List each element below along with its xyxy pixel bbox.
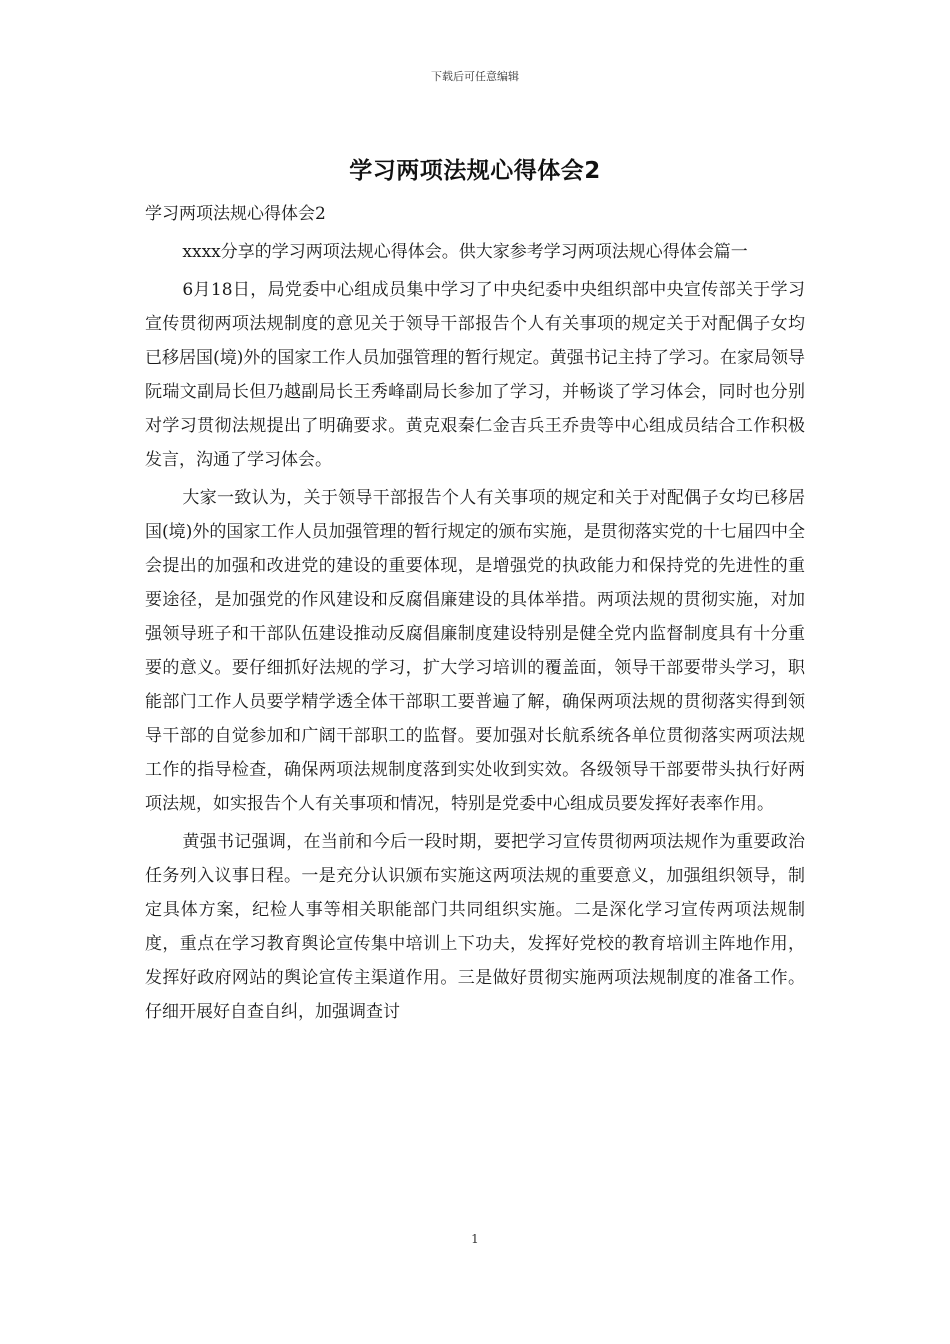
- paragraph-2: 6月18日，局党委中心组成员集中学习了中央纪委中央组织部中央宣传部关于学习宣传贯彻两项法规制度的意见关于领导干部报告个人有关事项的规定关于对配偶子女均已移居国(境)外的国家工作人员加强管理的暂行规定。黄强书记主持了学习。在家局领导阮瑞文副局长但乃越副局长王秀峰副局长参加了学习，并畅谈了学习体会，同时也分别对学习贯彻法规提出了明确要求。黄克艰秦仁金吉兵王乔贵等中心组成员结合工作积极发言，沟通了学习体会。: [145, 280, 805, 470]
- header-note: 下载后可任意编辑: [431, 70, 519, 83]
- document-title: 学习两项法规心得体会2: [349, 158, 601, 184]
- paragraph-1: xxxx分享的学习两项法规心得体会。供大家参考学习两项法规心得体会篇一: [182, 242, 748, 262]
- paragraph-4: 黄强书记强调，在当前和今后一段时期，要把学习宣传贯彻两项法规作为重要政治任务列入议事日程。一是充分认识颁布实施这两项法规的重要意义，加强组织领导，制定具体方案，纪检人事等相关职能部门共同组织实施。二是深化学习宣传两项法规制度，重点在学习教育舆论宣传集中培训上下功夫，发挥好党校的教育培训主阵地作用，发挥好政府网站的舆论宣传主渠道作用。三是做好贯彻实施两项法规制度的准备工作。仔细开展好自查自纠，加强调查讨: [145, 832, 805, 1022]
- document-body: [145, 197, 805, 1033]
- paragraph-3: 大家一致认为，关于领导干部报告个人有关事项的规定和关于对配偶子女均已移居国(境)外的国家工作人员加强管理的暂行规定的颁布实施，是贯彻落实党的十七届四中全会提出的加强和改进党的建设的重要体现，是增强党的执政能力和保持党的先进性的重要途径，是加强党的作风建设和反腐倡廉建设的具体举措。两项法规的贯彻实施，对加强领导班子和干部队伍建设推动反腐倡廉制度建设特别是健全党内监督制度具有十分重要的意义。要仔细抓好法规的学习，扩大学习培训的覆盖面，领导干部要带头学习，职能部门工作人员要学精学透全体干部职工要普遍了解，确保两项法规的贯彻落实得到领导干部的自觉参加和广阔干部职工的监督。要加强对长航系统各单位贯彻落实两项法规工作的指导检查，确保两项法规制度落到实处收到实效。各级领导干部要带头执行好两项法规，如实报告个人有关事项和情况，特别是党委中心组成员要发挥好表率作用。: [145, 488, 805, 814]
- page-number: 1: [471, 1232, 479, 1246]
- document-subtitle: 学习两项法规心得体会2: [145, 204, 326, 224]
